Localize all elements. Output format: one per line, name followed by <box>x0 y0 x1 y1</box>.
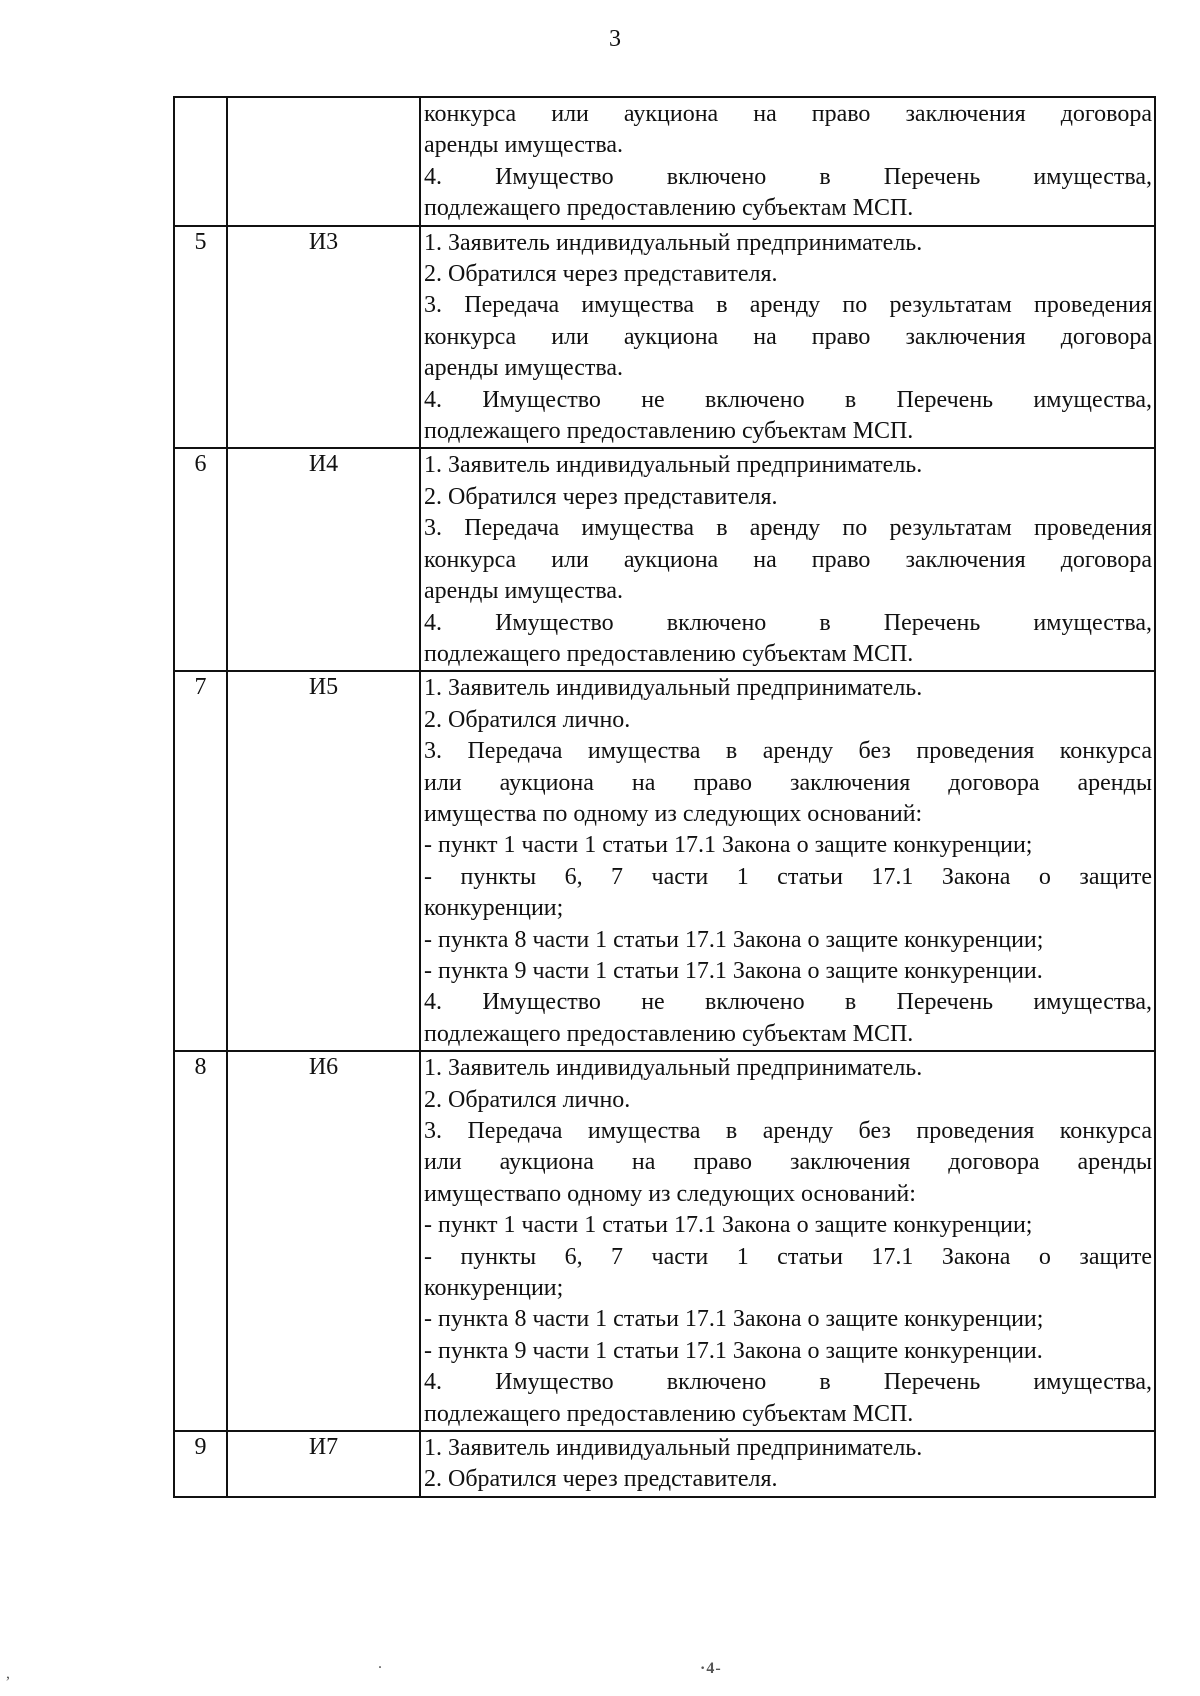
description-line: конкурса или аукциона на право заключения договора <box>424 323 1152 350</box>
row-number: 7 <box>174 671 227 1051</box>
row-code: И3 <box>227 226 420 449</box>
row-description <box>420 448 1155 671</box>
description-line: 1. Заявитель индивидуальный предприниматель. <box>424 229 923 256</box>
row-description <box>420 671 1155 1051</box>
table-row <box>174 226 1155 449</box>
description-line: конкурса или аукциона на право заключения договора <box>424 101 1152 127</box>
row-description <box>420 226 1155 449</box>
description-line: - пункта 8 части 1 статьи 17.1 Закона о защите конкуренции; <box>424 1306 1044 1333</box>
description-line: 4. Имущество включено в Перечень имущества, <box>424 609 1152 636</box>
table-row <box>174 1051 1155 1431</box>
row-code: И5 <box>227 671 420 1051</box>
footer-page-mark: ·4- <box>700 1660 722 1677</box>
row-code <box>227 97 420 226</box>
description-line: - пункт 1 части 1 статьи 17.1 Закона о защите конкуренции; <box>424 1212 1033 1239</box>
row-code: И7 <box>227 1431 420 1497</box>
cases-table <box>173 96 1156 1498</box>
description-line: подлежащего предоставлению субъектам МСП. <box>424 1020 914 1047</box>
description-line: - пункта 9 части 1 статьи 17.1 Закона о защите конкуренции. <box>424 1337 1043 1364</box>
row-code: И4 <box>227 448 420 671</box>
description-line: или аукциона на право заключения договора аренды <box>424 769 1152 796</box>
description-line: 1. Заявитель индивидуальный предприниматель. <box>424 675 923 702</box>
description-line: 1. Заявитель индивидуальный предприниматель. <box>424 1055 923 1082</box>
description-line: 3. Передача имущества в аренду без проведения конкурса <box>424 1118 1152 1144</box>
table-row <box>174 448 1155 671</box>
description-line: 3. Передача имущества в аренду без проведения конкурса <box>424 738 1152 765</box>
description-line: аренды имущества. <box>424 355 624 382</box>
row-description <box>420 97 1155 226</box>
description-line: 2. Обратился через представителя. <box>424 261 778 288</box>
description-line: - пункт 1 части 1 статьи 17.1 Закона о защите конкуренции; <box>424 832 1033 859</box>
description-line: 4. Имущество не включено в Перечень имущества, <box>424 989 1152 1016</box>
description-line: - пункты 6, 7 части 1 статьи 17.1 Закона о защите <box>424 863 1152 890</box>
row-description <box>420 1051 1155 1431</box>
description-line: подлежащего предоставлению субъектам МСП. <box>424 1400 914 1427</box>
description-line: 4. Имущество не включено в Перечень имущества, <box>424 386 1152 413</box>
description-line: 2. Обратился лично. <box>424 1086 631 1113</box>
description-line: 1. Заявитель индивидуальный предприниматель. <box>424 1435 923 1462</box>
description-line: имущества по одному из следующих оснований: <box>424 800 923 827</box>
description-line: подлежащего предоставлению субъектам МСП. <box>424 195 914 222</box>
description-line: 4. Имущество включено в Перечень имущества, <box>424 1369 1152 1396</box>
description-line: 1. Заявитель индивидуальный предприниматель. <box>424 452 923 479</box>
row-number: 8 <box>174 1051 227 1431</box>
description-line: 3. Передача имущества в аренду по результатам проведения <box>424 292 1152 319</box>
scan-mark-left: , <box>6 1665 10 1682</box>
row-number: 9 <box>174 1431 227 1497</box>
description-line: 4. Имущество включено в Перечень имущества, <box>424 163 1152 190</box>
table-row <box>174 1431 1155 1497</box>
description-line: конкурса или аукциона на право заключения договора <box>424 546 1152 573</box>
description-line: конкуренции; <box>424 895 564 922</box>
description-line: подлежащего предоставлению субъектам МСП. <box>424 418 914 445</box>
row-code: И6 <box>227 1051 420 1431</box>
description-line: конкуренции; <box>424 1275 564 1302</box>
description-line: аренды имущества. <box>424 578 624 605</box>
description-line: имуществапо одному из следующих оснований: <box>424 1180 916 1207</box>
description-line: 3. Передача имущества в аренду по результатам проведения <box>424 515 1152 542</box>
description-line: 2. Обратился лично. <box>424 706 631 733</box>
row-number: 5 <box>174 226 227 449</box>
description-line: - пункты 6, 7 части 1 статьи 17.1 Закона о защите <box>424 1243 1152 1270</box>
table-row <box>174 97 1155 226</box>
description-line: - пункта 9 части 1 статьи 17.1 Закона о защите конкуренции. <box>424 957 1043 984</box>
table-row <box>174 671 1155 1051</box>
description-line: - пункта 8 части 1 статьи 17.1 Закона о защите конкуренции; <box>424 926 1044 953</box>
row-description <box>420 1431 1155 1497</box>
description-line: или аукциона на право заключения договора аренды <box>424 1149 1152 1176</box>
description-line: 2. Обратился через представителя. <box>424 483 778 510</box>
row-number: 6 <box>174 448 227 671</box>
row-number <box>174 97 227 226</box>
page-number: 3 <box>609 26 621 52</box>
description-line: 2. Обратился через представителя. <box>424 1466 778 1493</box>
description-line: аренды имущества. <box>424 132 624 159</box>
scan-mark-mid: . <box>378 1655 382 1672</box>
description-line: подлежащего предоставлению субъектам МСП. <box>424 640 914 667</box>
